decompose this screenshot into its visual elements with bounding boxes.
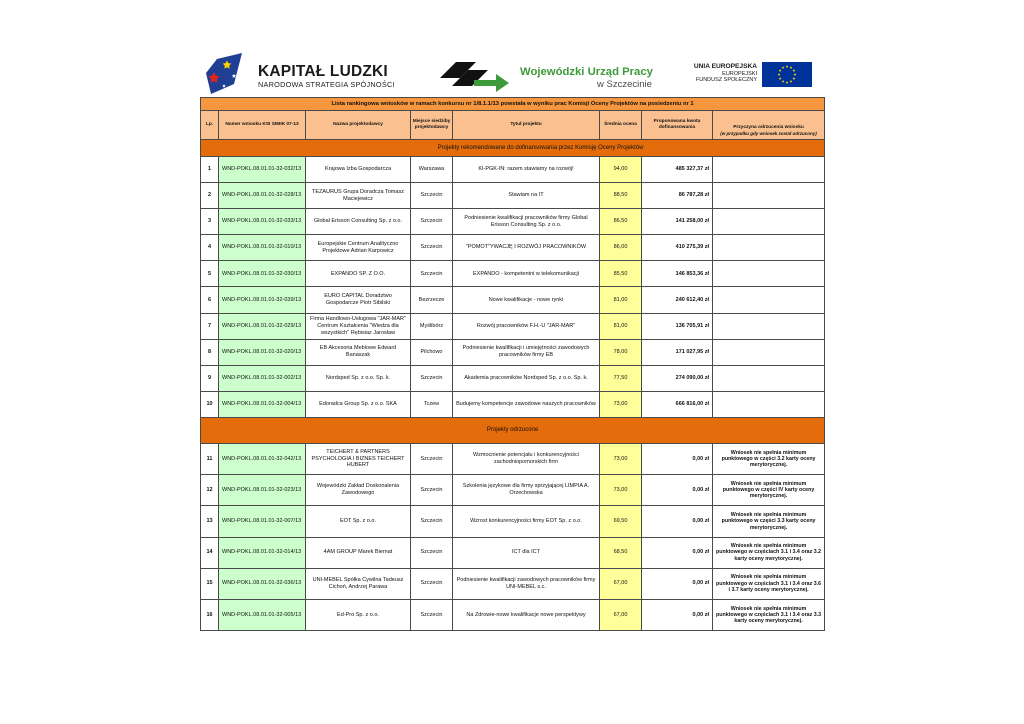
cell-applicant-seat: Szczecin <box>411 599 453 630</box>
cell-applicant-seat: Pilchowo <box>411 339 453 365</box>
cell-applicant-seat: Szczecin <box>411 183 453 209</box>
cell-rejection-reason: Wniosek nie spełnia minimum punktowego w części IV karty oceny merytorycznej. <box>713 475 825 506</box>
kapital-ludzki-emblem-icon <box>203 51 243 95</box>
cell-project-title: Budujemy kompetencje zawodowe naszych pracowników <box>453 391 600 417</box>
cell-rejection-reason <box>713 391 825 417</box>
table-row <box>201 183 825 209</box>
cell-lp: 16 <box>201 599 219 630</box>
cell-applicant-name: Firma Handlowo-Usługowa "JAR-MAR" Centrum Kształcenia "Wiedza dla wszystkich" Rębisiaz Jarosław <box>306 313 411 339</box>
cell-average-score: 68,50 <box>600 537 642 568</box>
cell-applicant-name: EXPANDO SP. Z O.O. <box>306 261 411 287</box>
table-row <box>201 365 825 391</box>
cell-lp: 5 <box>201 261 219 287</box>
cell-applicant-seat: Szczecin <box>411 443 453 474</box>
cell-applicant-seat: Szczecin <box>411 261 453 287</box>
cell-proposed-amount: 136 705,91 zł <box>642 313 713 339</box>
cell-applicant-seat: Szczecin <box>411 568 453 599</box>
cell-project-title: Wzrost konkurencyjności firmy EOT Sp. z o.o. <box>453 506 600 537</box>
cell-applicant-name: Global Erisson Consulting Sp. z o.o. <box>306 209 411 235</box>
ranking-table <box>200 97 825 631</box>
table-row <box>201 313 825 339</box>
cell-average-score: 85,50 <box>600 261 642 287</box>
cell-lp: 1 <box>201 157 219 183</box>
table-row <box>201 537 825 568</box>
cell-applicant-name: Wojewódzki Zakład Doskonalenia Zawodowego <box>306 475 411 506</box>
table-row <box>201 209 825 235</box>
table-row <box>201 339 825 365</box>
cell-proposed-amount: 0,00 zł <box>642 537 713 568</box>
cell-project-title: Wzmocnienie potencjału i konkurencyjności zachodniopomorskich firm <box>453 443 600 474</box>
cell-average-score: 73,00 <box>600 391 642 417</box>
cell-proposed-amount: 171 027,95 zł <box>642 339 713 365</box>
recommended-section-row <box>201 140 825 157</box>
table-row <box>201 599 825 630</box>
kapital-ludzki-logo-subtitle: NARODOWA STRATEGIA SPÓJNOŚCI <box>258 80 395 89</box>
cell-rejection-reason <box>713 313 825 339</box>
column-header-average-score: Średnia ocena <box>600 111 642 140</box>
cell-proposed-amount: 0,00 zł <box>642 568 713 599</box>
kapital-ludzki-logo-title: KAPITAŁ LUDZKI <box>258 63 388 80</box>
cell-proposed-amount: 141 258,00 zł <box>642 209 713 235</box>
cell-average-score: 78,00 <box>600 339 642 365</box>
cell-lp: 3 <box>201 209 219 235</box>
cell-applicant-seat: Szczecin <box>411 506 453 537</box>
cell-average-score: 86,50 <box>600 209 642 235</box>
wup-arrow-emblem-icon <box>438 58 510 92</box>
cell-proposed-amount: 0,00 zł <box>642 599 713 630</box>
column-header-applicant-name: Nazwa projektodawcy <box>306 111 411 140</box>
cell-project-title: ICT dla ICT <box>453 537 600 568</box>
recommended-section-label: Projekty rekomendowane do dofinansowania przez Komisję Oceny Projektów <box>201 140 825 157</box>
cell-applicant-seat: Warszawa <box>411 157 453 183</box>
cell-application-number: WND-POKL.08.01.01-32-005/13 <box>219 599 306 630</box>
cell-applicant-seat: Szczecin <box>411 365 453 391</box>
column-header-application-number: Numer wniosku KSI SIMIK 07-13 <box>219 111 306 140</box>
cell-average-score: 67,00 <box>600 568 642 599</box>
cell-applicant-seat: Szczecin <box>411 475 453 506</box>
cell-rejection-reason: Wniosek nie spełnia minimum punktowego w części 3.2 karty oceny merytorycznej. <box>713 443 825 474</box>
cell-average-score: 73,00 <box>600 475 642 506</box>
eu-logo-line3: FUNDUSZ SPOŁECZNY <box>695 77 757 83</box>
column-header-applicant-seat: Miejsce siedziby projektodawcy <box>411 111 453 140</box>
cell-project-title: Na Zdrowie-nowe kwalifikacje nowe perspektywy <box>453 599 600 630</box>
table-row <box>201 391 825 417</box>
cell-average-score: 94,00 <box>600 157 642 183</box>
cell-lp: 8 <box>201 339 219 365</box>
cell-lp: 11 <box>201 443 219 474</box>
cell-application-number: WND-POKL.08.01.01-32-032/13 <box>219 157 306 183</box>
table-row <box>201 235 825 261</box>
rejection-reason-header-label: Przyczyna odrzucenia wniosku <box>733 125 804 131</box>
table-row <box>201 568 825 599</box>
cell-proposed-amount: 410 275,39 zł <box>642 235 713 261</box>
cell-proposed-amount: 0,00 zł <box>642 506 713 537</box>
rejected-projects <box>201 443 825 630</box>
cell-lp: 2 <box>201 183 219 209</box>
cell-proposed-amount: 0,00 zł <box>642 475 713 506</box>
cell-average-score: 86,00 <box>600 235 642 261</box>
column-header-lp: Lp. <box>201 111 219 140</box>
wup-logo-title: Wojewódzki Urząd Pracy <box>520 66 653 78</box>
cell-application-number: WND-POKL.08.01.01-32-004/13 <box>219 391 306 417</box>
rejected-section-label: Projekty odrzucone <box>201 417 825 443</box>
cell-lp: 9 <box>201 365 219 391</box>
cell-average-score: 81,00 <box>600 287 642 313</box>
cell-application-number: WND-POKL.08.01.01-32-010/13 <box>219 235 306 261</box>
rejected-section <box>201 417 825 443</box>
cell-average-score: 73,00 <box>600 443 642 474</box>
cell-applicant-name: 4AM GROUP Marek Biernat <box>306 537 411 568</box>
cell-applicant-name: Europejskie Centrum Analityczno Projektowe Adrian Karpowicz <box>306 235 411 261</box>
cell-project-title: Stawiam na IT <box>453 183 600 209</box>
column-header-row <box>201 111 825 140</box>
cell-rejection-reason <box>713 365 825 391</box>
column-header-rejection-reason <box>713 111 825 140</box>
cell-lp: 4 <box>201 235 219 261</box>
cell-proposed-amount: 240 612,40 zł <box>642 287 713 313</box>
column-header-project-title: Tytuł projektu <box>453 111 600 140</box>
cell-proposed-amount: 666 816,00 zł <box>642 391 713 417</box>
eu-logo-line1: UNIA EUROPEJSKA <box>693 63 757 70</box>
cell-application-number: WND-POKL.08.01.01-32-030/13 <box>219 261 306 287</box>
table-head <box>201 98 825 157</box>
cell-applicant-seat: Szczecin <box>411 209 453 235</box>
cell-lp: 6 <box>201 287 219 313</box>
table-row <box>201 443 825 474</box>
cell-project-title: EXPANDO - kompetentni w telekomunikacji <box>453 261 600 287</box>
recommended-projects <box>201 157 825 418</box>
cell-lp: 15 <box>201 568 219 599</box>
cell-proposed-amount: 485 327,37 zł <box>642 157 713 183</box>
table-row <box>201 475 825 506</box>
cell-average-score: 81,00 <box>600 313 642 339</box>
cell-project-title: Szkolenia językowe dla firmy sprzyjającej LIMPIA A. Orzechowska <box>453 475 600 506</box>
cell-proposed-amount: 274 090,00 zł <box>642 365 713 391</box>
column-header-proposed-amount: Proponowana kwota dofinansowania <box>642 111 713 140</box>
table-title-row <box>201 98 825 111</box>
cell-application-number: WND-POKL.08.01.01-32-014/13 <box>219 537 306 568</box>
table-row <box>201 506 825 537</box>
cell-project-title: Podniesienie kwalifikacji zawodowych pracowników firmy UNI-MEBEL s.c. <box>453 568 600 599</box>
cell-application-number: WND-POKL.08.01.01-32-033/13 <box>219 209 306 235</box>
cell-rejection-reason <box>713 235 825 261</box>
cell-average-score: 88,50 <box>600 183 642 209</box>
cell-application-number: WND-POKL.08.01.01-32-029/13 <box>219 313 306 339</box>
cell-lp: 7 <box>201 313 219 339</box>
cell-applicant-name: Ed-Pro Sp. z o.o. <box>306 599 411 630</box>
cell-project-title: KI-PGK-IN: razem stawiamy na rozwój! <box>453 157 600 183</box>
cell-lp: 10 <box>201 391 219 417</box>
cell-rejection-reason <box>713 183 825 209</box>
cell-applicant-seat: Tczew <box>411 391 453 417</box>
cell-rejection-reason <box>713 157 825 183</box>
table-row <box>201 261 825 287</box>
cell-rejection-reason: Wniosek nie spełnia minimum punktowego w częściach 3.1 i 3.4 oraz 3.6 i 3.7 karty oceny merytorycznej. <box>713 568 825 599</box>
cell-project-title: Rozwój pracowników F.H.-U "JAR-MAR" <box>453 313 600 339</box>
cell-rejection-reason <box>713 261 825 287</box>
cell-rejection-reason: Wniosek nie spełnia minimum punktowego w części 3.3 karty oceny merytorycznej. <box>713 506 825 537</box>
cell-application-number: WND-POKL.08.01.01-32-020/13 <box>219 339 306 365</box>
table-row <box>201 287 825 313</box>
cell-project-title: Podniesienie kwalifikacji i umiejętności zawodowych pracowników firmy EB <box>453 339 600 365</box>
cell-rejection-reason: Wniosek nie spełnia minimum punktowego w częściach 3.1 i 3.4 oraz 3.2 karty oceny merytorycznej. <box>713 537 825 568</box>
cell-applicant-name: EOT Sp. z o.o. <box>306 506 411 537</box>
cell-applicant-name: TEZAURUS Grupa Doradcza Tomasz Maciejewicz <box>306 183 411 209</box>
cell-proposed-amount: 146 853,36 zł <box>642 261 713 287</box>
wup-logo-subtitle: w Szczecinie <box>597 79 652 90</box>
cell-application-number: WND-POKL.08.01.01-32-002/13 <box>219 365 306 391</box>
eu-flag-icon <box>762 62 812 87</box>
cell-lp: 13 <box>201 506 219 537</box>
cell-project-title: "POMOT"YWACJĘ I ROZWÓJ PRACOWNIKÓW <box>453 235 600 261</box>
cell-average-score: 67,00 <box>600 599 642 630</box>
cell-project-title: Nowe kwalifikacje - nowe rynki <box>453 287 600 313</box>
cell-application-number: WND-POKL.08.01.01-32-036/13 <box>219 568 306 599</box>
cell-application-number: WND-POKL.08.01.01-32-042/13 <box>219 443 306 474</box>
cell-rejection-reason <box>713 209 825 235</box>
cell-application-number: WND-POKL.08.01.01-32-028/13 <box>219 183 306 209</box>
cell-lp: 12 <box>201 475 219 506</box>
cell-applicant-name: TEICHERT & PARTNERS PSYCHOLOGIA I BIZNES TEICHERT HUBERT <box>306 443 411 474</box>
cell-applicant-name: EB Akcesoria Meblowe Edward Banaszak <box>306 339 411 365</box>
cell-applicant-name: UNI-MEBEL Spółka Cywilna Tadeusz Cichoń, Andrzej Parawa <box>306 568 411 599</box>
cell-applicant-seat: Bezrzecze <box>411 287 453 313</box>
table-row <box>201 157 825 183</box>
rejection-reason-header-note: (w przypadku gdy wniosek został odrzucony) <box>720 131 817 137</box>
cell-average-score: 69,50 <box>600 506 642 537</box>
cell-application-number: WND-POKL.08.01.01-32-039/13 <box>219 287 306 313</box>
cell-applicant-seat: Szczecin <box>411 537 453 568</box>
cell-lp: 14 <box>201 537 219 568</box>
cell-proposed-amount: 86 787,28 zł <box>642 183 713 209</box>
cell-rejection-reason: Wniosek nie spełnia minimum punktowego w częściach 3.1 i 3.4 oraz 3.3 karty oceny merytorycznej. <box>713 599 825 630</box>
cell-applicant-name: EURO CAPITAL Doradztwo Gospodarcze Piotr Sibilski <box>306 287 411 313</box>
cell-average-score: 77,50 <box>600 365 642 391</box>
cell-applicant-seat: Szczecin <box>411 235 453 261</box>
table-title: Lista rankingowa wniosków w ramach konkursu nr 1/8.1.1/13 powstała w wyniku prac Komisji Oceny Projektów na posiedzeniu nr 1 <box>201 98 825 111</box>
cell-project-title: Akademia pracowników Nordsped Sp. z o.o. Sp. k. <box>453 365 600 391</box>
cell-applicant-seat: Myślibórz <box>411 313 453 339</box>
cell-project-title: Podniesienie kwalifikacji pracowników firmy Global Erisson Consulting Sp. z o.o. <box>453 209 600 235</box>
cell-applicant-name: Edoradca Group Sp. z o.o. SKA <box>306 391 411 417</box>
cell-applicant-name: Nordsped Sp. z o.o. Sp. k. <box>306 365 411 391</box>
eu-logo-line2: EUROPEJSKI <box>722 71 757 77</box>
cell-applicant-name: Krajowa Izba Gospodarcza <box>306 157 411 183</box>
cell-rejection-reason <box>713 339 825 365</box>
rejected-section-row <box>201 417 825 443</box>
cell-application-number: WND-POKL.08.01.01-32-007/13 <box>219 506 306 537</box>
cell-rejection-reason <box>713 287 825 313</box>
cell-application-number: WND-POKL.08.01.01-32-023/13 <box>219 475 306 506</box>
cell-proposed-amount: 0,00 zł <box>642 443 713 474</box>
